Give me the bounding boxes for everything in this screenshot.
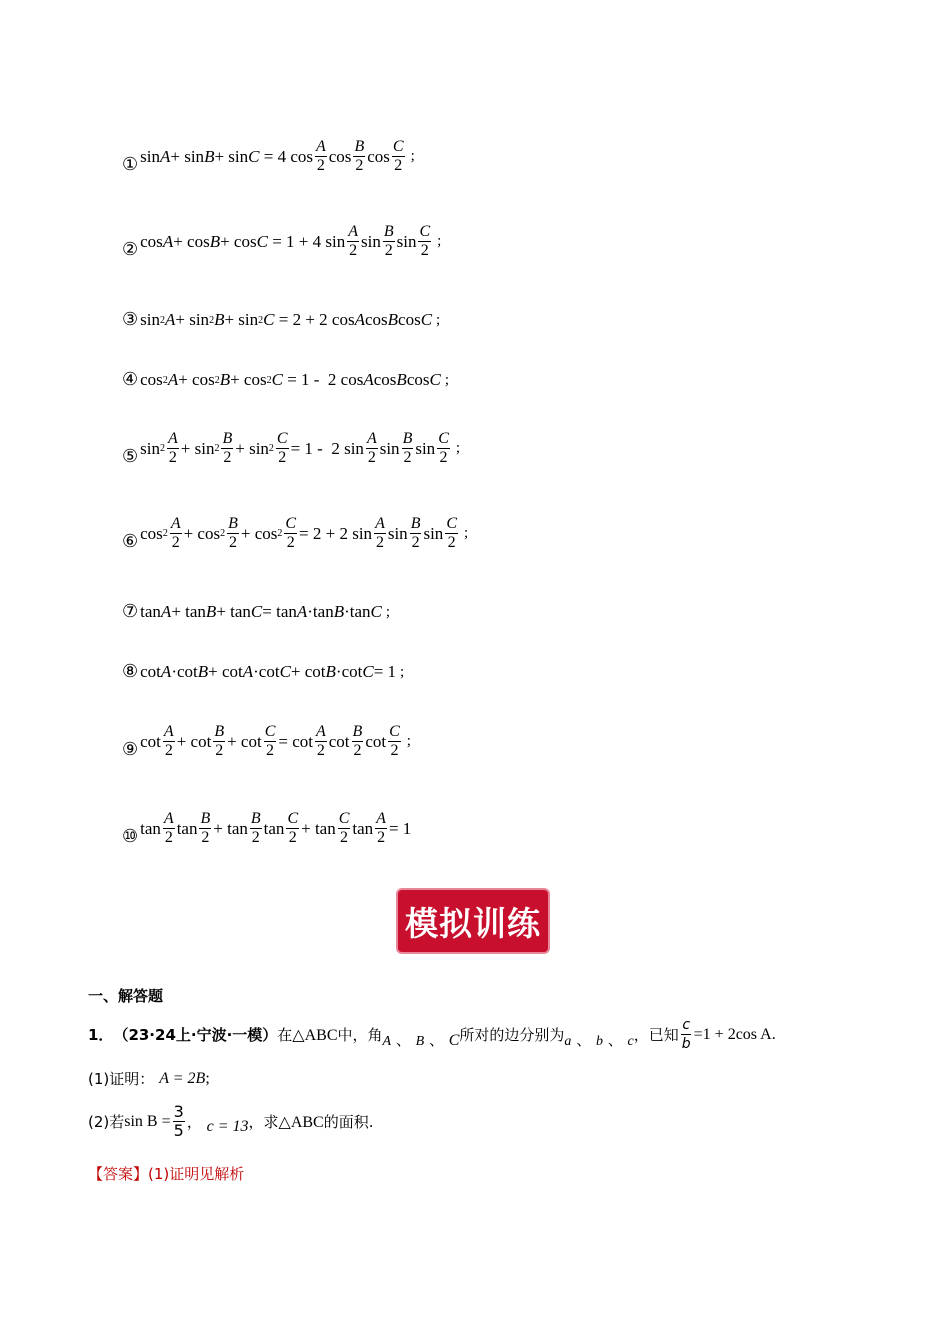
marker-4: ④ [122,369,139,390]
banner-box [398,890,548,952]
marker-6: ⑥ [122,531,139,552]
part1-equation: A = 2B [159,1069,206,1087]
part2-triangle: △ABC [278,1113,324,1131]
problem-condition: =1 + 2cos A [693,1025,772,1043]
problem-number: 1． [88,1026,114,1044]
marker-1: ① [122,154,139,175]
section-banner [390,882,555,960]
section-title: 一、解答题 [88,987,164,1005]
part-2: (2)若 sin B = $\frac{3}{5}$ ， c = 13 ，求 △ABC 的面积. [88,1102,374,1140]
formula-7: ⑦ tan A + tan B + tan C = tan A ·tan B ·tan C ; [122,601,391,622]
formula-8: ⑧ cot A ·cot B + cot A ·cot C + cot B ·cot C = 1 ; [122,661,405,682]
marker-8: ⑧ [122,661,139,682]
marker-9: ⑨ [122,739,139,760]
problem-text-a: 在 [277,1026,293,1044]
part2-c: c = 13 [206,1117,249,1135]
marker-7: ⑦ [122,601,139,622]
triangle-label: △ABC [292,1026,338,1044]
marker-2: ② [122,239,139,260]
problem-text-d: ，已知 [633,1026,679,1044]
marker-10: ⑩ [122,826,139,847]
formula-2: ② cos A + cos B + cos C = 1 + 4 sin A 2 sin B 2 sin C 2 ; [122,223,442,260]
part1-label: (1)证明： [88,1070,155,1088]
formula-9: ⑨ cot A 2 + cot B 2 + cot C 2 = cot A 2 cot B 2 cot C 2 ; [122,723,411,760]
part2-text: ，求 [248,1113,279,1131]
part-1: (1)证明： A = 2B ; [88,1069,210,1088]
part2-sin: sin B = [124,1112,171,1130]
formula-6: ⑥ cos 2 A 2 + cos 2 B 2 + cos 2 C 2 = 2 + 2 sin A 2 sin B 2 sin C 2 ; [122,515,469,552]
part2-label: (2)若 [88,1113,125,1131]
formula-10: ⑩ tan A 2 tan B 2 + tan B 2 tan C 2 + tan C 2 tan A 2 = 1 [122,810,412,847]
problem-text-c: 所对的边分别为 [459,1026,565,1044]
formula-3: ③ sin 2 A + sin 2 B + sin 2 C = 2 + 2 cos A cos B cos C ; [122,309,441,330]
banner-title: 模拟训练 [405,903,541,943]
formula-4: ④ cos 2 A + cos 2 B + cos 2 C = 1 - 2 cos A cos B cos C ; [122,369,449,390]
part2-end: 的面积. [323,1113,374,1131]
marker-5: ⑤ [122,446,139,467]
formula-1: ① sin A + sin B + sin C = 4 cos A 2 cos B 2 cos C 2 ; [122,138,415,175]
answer-line: 【答案】(1)证明见解析 [88,1165,245,1183]
problem-text-b: 中，角 [337,1026,383,1044]
formula-5: ⑤ sin 2 A 2 + sin 2 B 2 + sin 2 C 2 = 1 - 2 sin A 2 sin B 2 sin C 2 ; [122,430,461,467]
problem-source: （23·24上·宁波·一模） [113,1026,278,1044]
problem-statement: 1． （23·24上·宁波·一模） 在 △ABC 中，角 A 、 B 、 C 所对的边分别为 a 、 b 、 c ，已知 $\frac{c}{b}$ =1 + 2cos A . [88,1017,776,1052]
marker-3: ③ [122,309,139,330]
